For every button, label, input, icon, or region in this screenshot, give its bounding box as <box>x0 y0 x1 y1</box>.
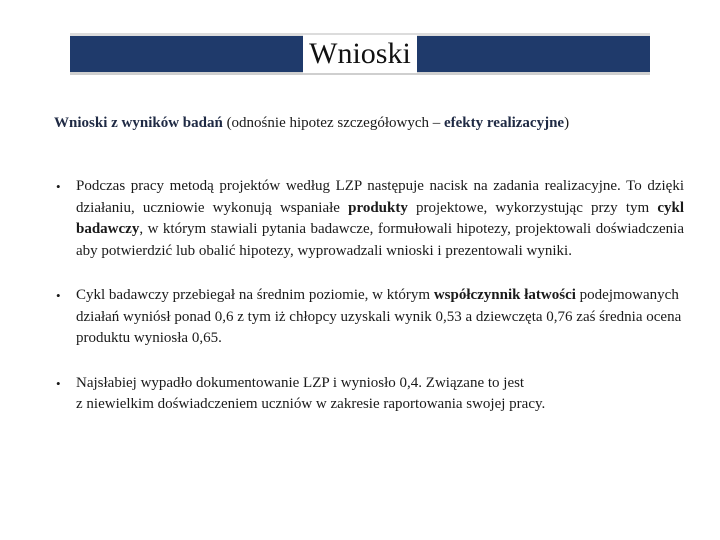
bullet-dot-icon: • <box>56 288 61 303</box>
subtitle <box>54 113 694 133</box>
bullet-1-text-b: projektowe, wykorzystując przy tym <box>407 199 658 216</box>
bullet-1-bold-a: produkty <box>348 199 408 216</box>
bullet-1-text-c: , w którym stawiali pytania badawcze, formułowali hipotezy, projektowali doświadczenia aby potwierdzić lub obalić hipotezy, wyprowadzali wnioski i prezentowali wyniki. <box>76 221 684 259</box>
bullet-2-text-b: podejmowanych działań wyniósł ponad 0,6 z tym iż chłopcy uzyskali wynik 0,53 a dziewczęta 0,76 zaś średnia ocena produktu wyniosła 0,65. <box>76 287 682 346</box>
bullet-item-2 <box>54 285 684 350</box>
bullet-3-line-2: z niewielkim doświadczeniem uczniów w zakresie raportowania swojej pracy. <box>76 396 546 412</box>
bullet-1-text-a: Podczas pracy metodą projektów według LZP następuje nacisk na zadania realizacyjne. To dzięki działaniu, uczniowie wykonują wspaniałe <box>76 178 684 216</box>
bullet-3-line-1: Najsłabiej wypadło dokumentowanie LZP i wyniosło 0,4. Związane to jest <box>76 374 525 391</box>
bullet-2-bold-a: współczynnik łatwości <box>433 287 576 303</box>
bullet-2-text-a: Cykl badawczy przebiegał na średnim poziomie, w którym <box>76 287 434 303</box>
subtitle-bold: Wnioski z wyników badań <box>54 115 223 131</box>
title-bar <box>70 33 650 75</box>
subtitle-normal: (odnośnie hipotez szczegółowych – <box>222 115 444 131</box>
bullet-item-3 <box>54 373 684 416</box>
bullet-dot-icon: • <box>56 179 61 194</box>
bullet-1-bold-b: cykl badawczy <box>76 199 684 237</box>
subtitle-bold-end: efekty realizacyjne <box>444 115 565 131</box>
bullet-dot-icon: • <box>56 375 61 391</box>
subtitle-close: ) <box>564 115 570 131</box>
bullet-list <box>54 176 684 416</box>
page-title: Wnioski <box>303 35 417 73</box>
bullet-item-1 <box>54 176 684 262</box>
